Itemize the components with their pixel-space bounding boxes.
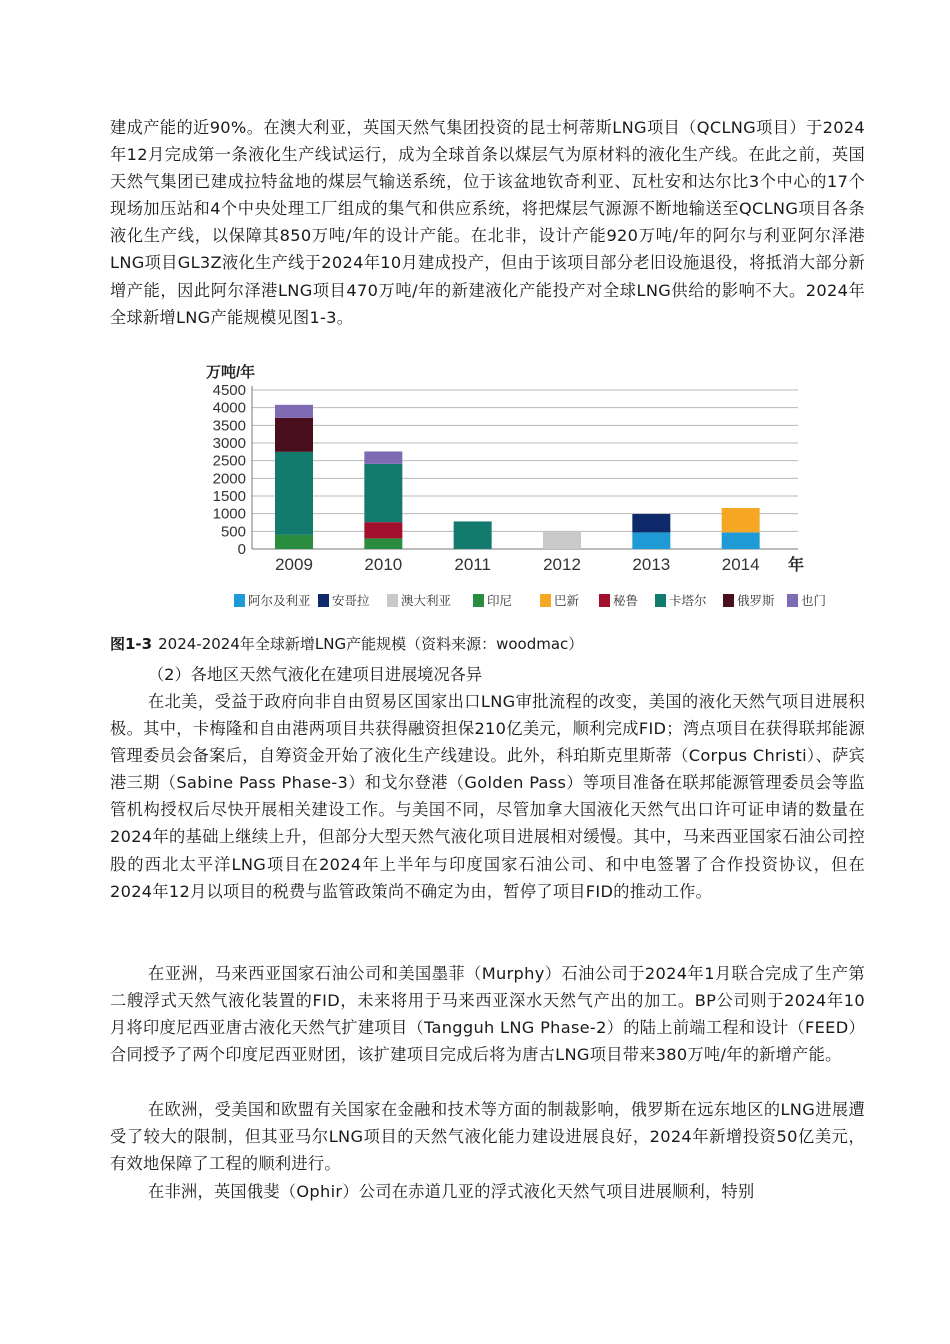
bar-segment	[364, 464, 402, 522]
y-axis-label: 万吨/年	[206, 364, 256, 381]
y-tick-label: 1000	[212, 505, 246, 523]
x-tick-label: 2010	[364, 555, 403, 574]
paragraph-1: 建成产能的近90%。在澳大利亚，英国天然气集团投资的昆士柯蒂斯LNG项目（QCLNG项目）于2024年12月完成第一条液化生产线试运行，成为全球首条以煤层气为原材料的液化生产线。在此之前，英国天然气集团已建成拉特盆地的煤层气输送系统，位于该盆地钦奇利亚、瓦杜安和达尔比3个中心的17个现场加压站和4个中央处理工厂组成的集气和供应系统，将把煤层气源源不断地输送至QCLNG项目各条液化生产线，以保障其850万吨/年的设计产能。在北非，设计产能920万吨/年的阿尔与利亚阿尔泽港LNG项目GL3Z液化生产线于2024年10月建成投产，但由于该项目部分老旧设施退役，将抵消大部分新增产能，因此阿尔泽港LNG项目470万吨/年的新建液化产能投产对全球LNG供给的影响不大。2024年全球新增LNG产能规模见图1-3。	[110, 118, 865, 327]
bar-segment	[275, 405, 313, 418]
lng-capacity-chart	[200, 362, 827, 620]
bar-segment	[722, 532, 760, 549]
legend-label: 巴新	[554, 594, 580, 608]
legend-swatch	[723, 594, 734, 607]
legend-swatch	[473, 594, 484, 607]
x-tick-label: 2014	[721, 555, 760, 574]
legend-label: 卡塔尔	[669, 594, 707, 608]
paragraph-north-america: 在北美，受益于政府向非自由贸易区国家出口LNG审批流程的改变，美国的液化天然气项目进展积极。其中，卡梅隆和自由港两项目共获得融资担保210亿美元，顺利完成FID；湾点项目在获得联邦能源管理委员会备案后，自筹资金开始了液化生产线建设。此外，科珀斯克里斯蒂（Corpus Christi）、萨宾港三期（Sabine Pass Phase-3）和戈尔登港（Golden Pass）等项目准备在联邦能源管理委员会等监管机构授权后尽快开展相关建设工作。与美国不同，尽管加拿大国液化天然气出口许可证申请的数量在2024年的基础上继续上升，但部分大型天然气液化项目进展相对缓慢。其中，马来西亚国家石油公司控股的西北太平洋LNG项目在2024年上半年与印度国家石油公司、和中电签署了合作投资协议，但在2024年12月以项目的税费与监管政策尚不确定为由，暂停了项目FID的推动工作。	[110, 692, 865, 901]
y-tick-label: 2500	[212, 452, 246, 470]
legend-label: 印尼	[487, 594, 513, 608]
y-tick-label: 1500	[212, 488, 246, 505]
x-axis-label: 年	[788, 557, 805, 574]
legend-swatch	[655, 594, 666, 607]
bar-segment	[364, 451, 402, 463]
bar-segment	[632, 514, 670, 532]
bar-segment	[543, 532, 581, 549]
legend-label: 也门	[801, 594, 827, 608]
legend-label: 澳大利亚	[401, 594, 452, 608]
legend-swatch	[318, 594, 329, 607]
legend-swatch	[387, 594, 398, 607]
figure-caption	[110, 633, 583, 655]
bar-segment	[275, 418, 313, 452]
paragraph-africa: 在非洲，英国俄斐（Ophir）公司在赤道几亚的浮式液化天然气项目进展顺利，特别	[148, 1182, 755, 1201]
y-tick-label: 4500	[212, 382, 246, 399]
bar-segment	[275, 452, 313, 535]
figure-label: 图1-3	[110, 635, 153, 653]
y-tick-label: 3000	[212, 435, 246, 452]
bar-segment	[722, 508, 760, 532]
legend-swatch	[234, 594, 245, 607]
x-tick-label: 2009	[275, 555, 313, 574]
legend-swatch	[787, 594, 798, 607]
paragraph-asia: 在亚洲，马来西亚国家石油公司和美国墨菲（Murphy）石油公司于2024年1月联合完成了生产第二艘浮式天然气液化装置的FID，未来将用于马来西亚深水天然气产出的加工。BP公司则于2024年10月将印度尼西亚唐古液化天然气扩建项目（Tangguh LNG Phase-2）的陆上前端工程和设计（FEED）合同授予了两个印度尼西亚财团，该扩建项目完成后将为唐古LNG项目带来380万吨/年的新增产能。	[110, 964, 865, 1065]
section-heading: （2）各地区天然气液化在建项目进展境况各异	[148, 665, 483, 684]
y-tick-label: 3500	[212, 417, 246, 435]
bar-segment	[632, 532, 670, 549]
paragraph-europe: 在欧洲，受美国和欧盟有关国家在金融和技术等方面的制裁影响，俄罗斯在远东地区的LNG进展遭受了较大的限制，但其亚马尔LNG项目的天然气液化能力建设进展良好，2024年新增投资50亿美元，有效地保障了工程的顺利进行。	[110, 1100, 865, 1174]
y-tick-label: 2000	[212, 470, 246, 488]
bar-segment	[454, 521, 492, 549]
figure-caption-text: 2024-2024年全球新增LNG产能规模（资料来源：woodmac）	[158, 635, 584, 653]
x-tick-label: 2013	[632, 555, 671, 574]
legend-swatch	[540, 594, 551, 607]
x-tick-label: 2012	[543, 555, 581, 574]
legend-label: 秘鲁	[613, 594, 639, 608]
legend-label: 阿尔及利亚	[248, 594, 311, 608]
y-tick-label: 500	[220, 523, 246, 541]
x-tick-label: 2011	[454, 555, 491, 574]
legend-label: 安哥拉	[332, 594, 370, 608]
y-tick-label: 0	[237, 541, 246, 558]
y-tick-label: 4000	[212, 399, 246, 417]
bar-segment	[364, 522, 402, 538]
bar-segment	[364, 538, 402, 549]
legend-label: 俄罗斯	[737, 594, 775, 608]
bar-segment	[275, 535, 313, 549]
legend-swatch	[599, 594, 610, 607]
